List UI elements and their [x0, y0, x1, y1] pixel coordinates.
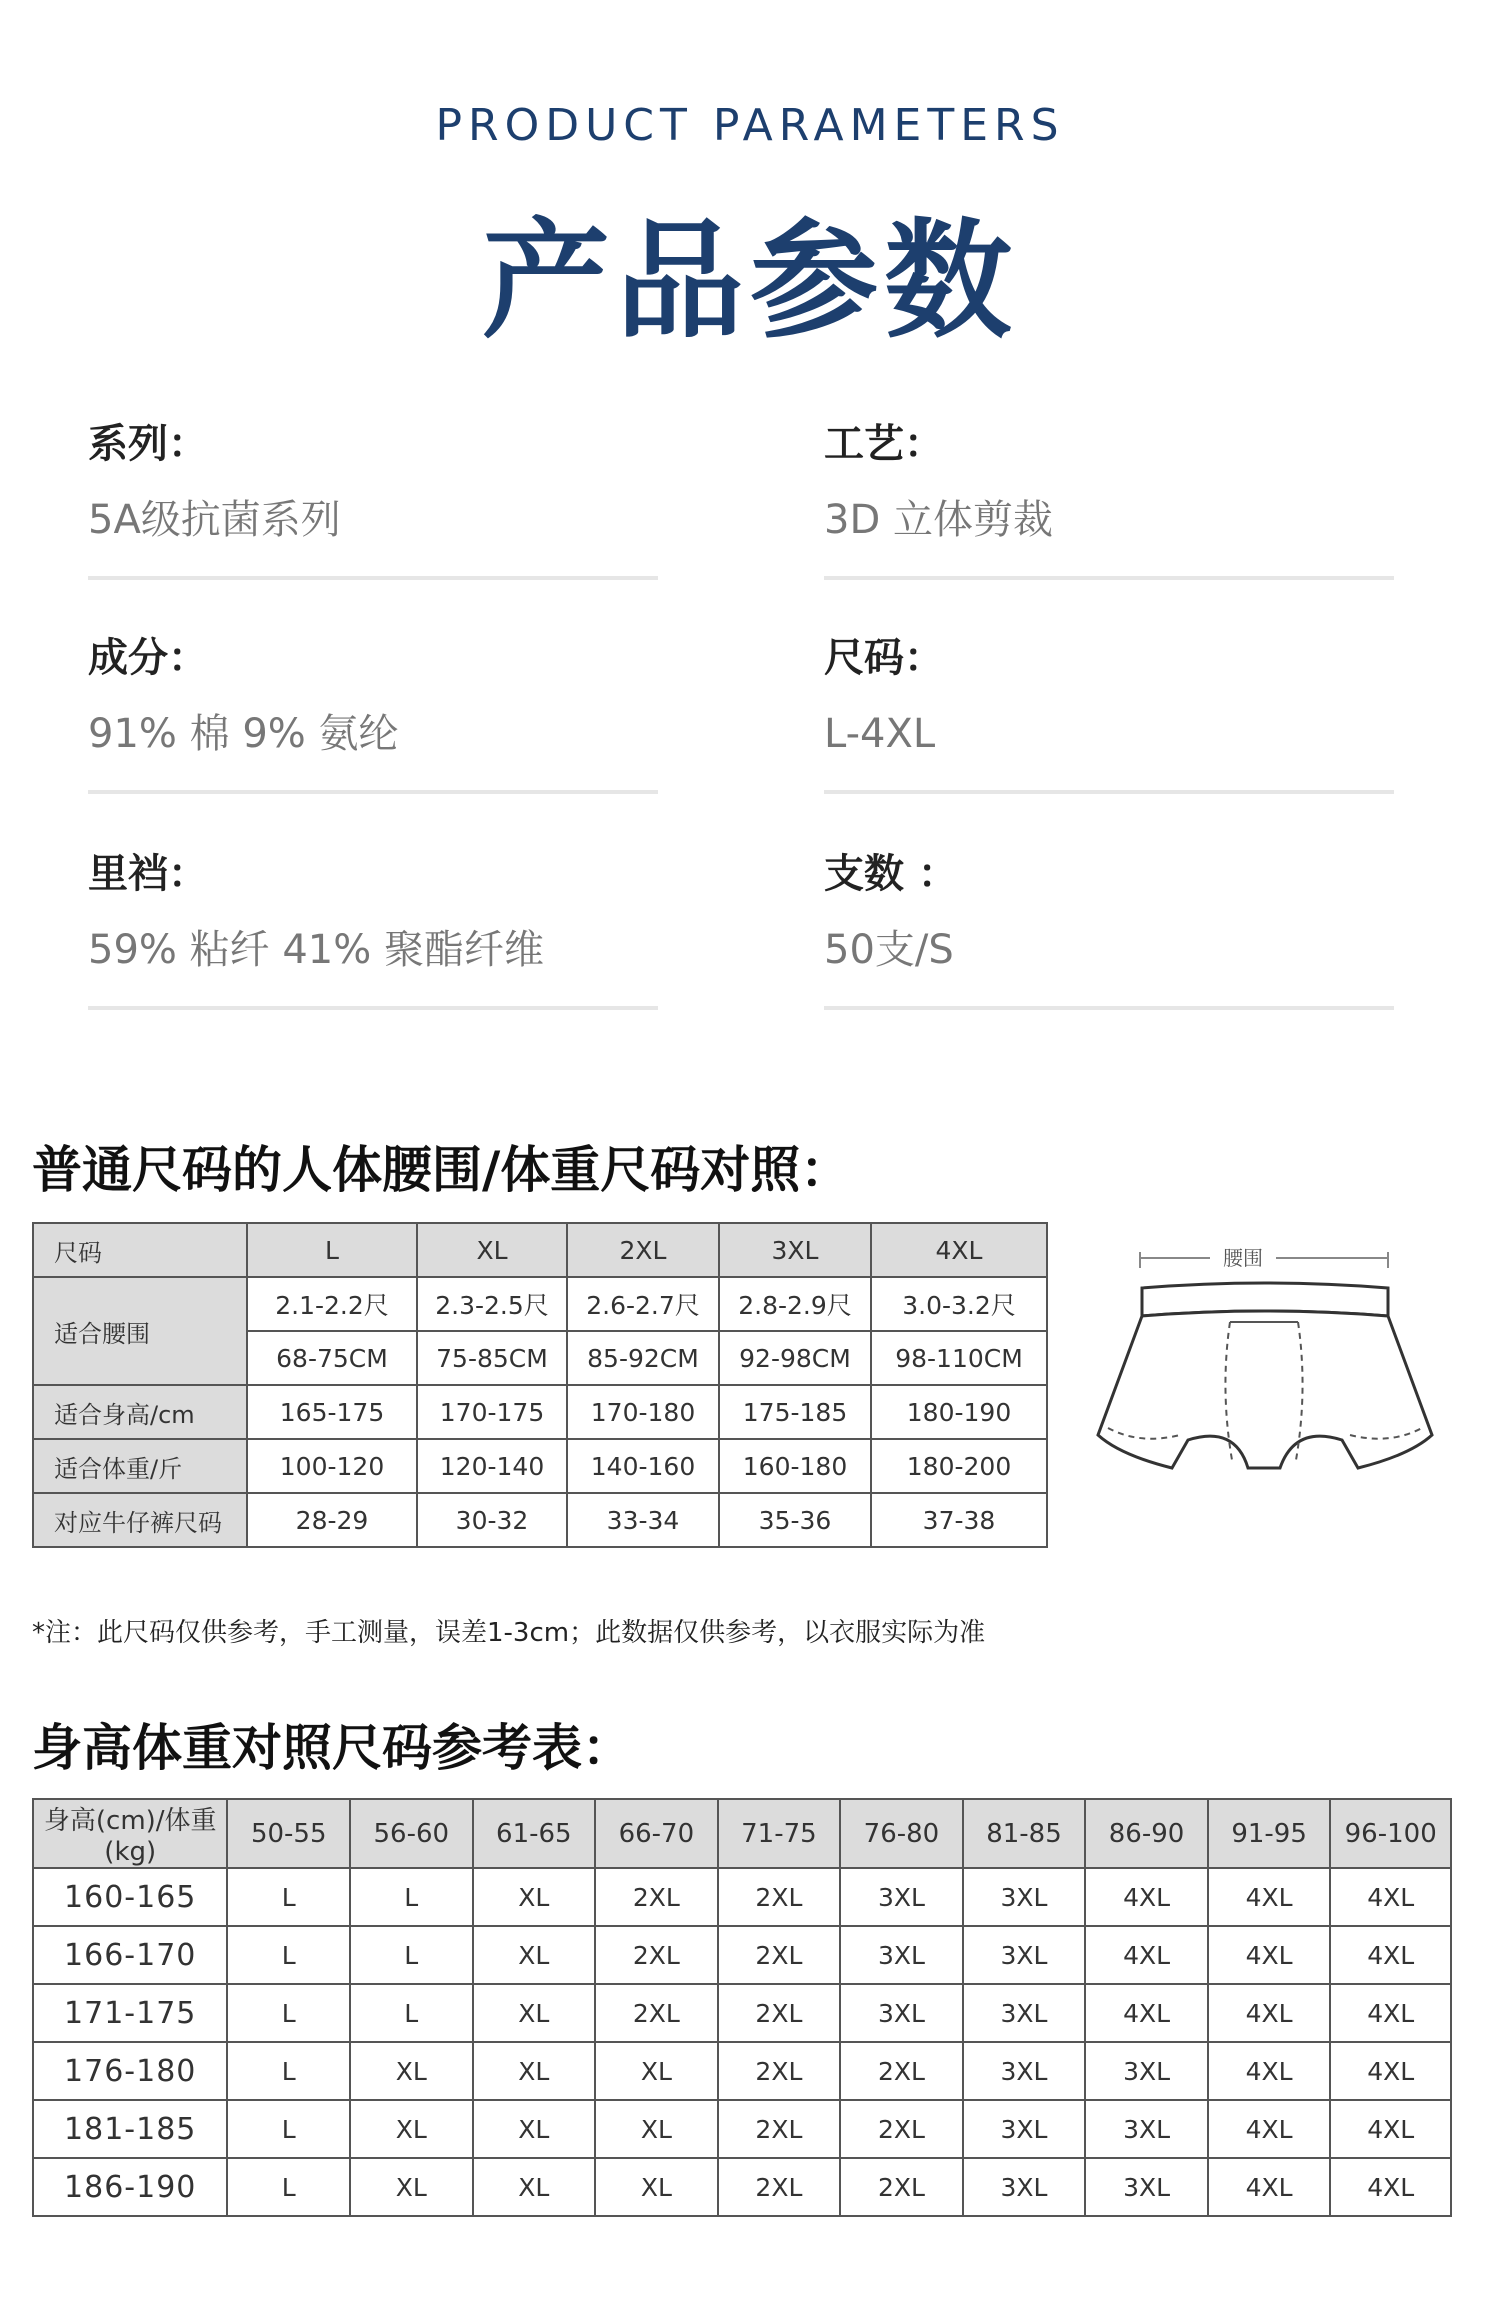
divider: [824, 790, 1394, 794]
size-cell: 4XL: [1085, 1984, 1208, 2042]
table-row: [33, 2100, 1451, 2158]
table-row: [33, 1439, 1047, 1493]
disclaimer-note: *注：此尺码仅供参考，手工测量，误差1-3cm；此数据仅供参考，以衣服实际为准: [32, 1618, 986, 1648]
divider: [824, 1006, 1394, 1010]
table-row: [33, 1926, 1451, 1984]
size-cell: 2XL: [718, 1868, 841, 1926]
param-label: 工艺：: [824, 421, 944, 467]
boxer-shorts-illustration: [1080, 1240, 1450, 1520]
size-cell: XL: [595, 2100, 718, 2158]
table-row: [33, 1868, 1451, 1926]
header-cell: 56-60: [350, 1799, 473, 1868]
size-cell: 3XL: [963, 1868, 1086, 1926]
divider: [88, 576, 658, 580]
header-cell: 2XL: [567, 1223, 719, 1277]
header-cell: 4XL: [871, 1223, 1047, 1277]
height-weight-table: [32, 1798, 1452, 2217]
table-header-row: [33, 1799, 1451, 1868]
size-cell: XL: [595, 2158, 718, 2216]
size-cell: 4XL: [1330, 1926, 1451, 1984]
size-cell: L: [350, 1926, 473, 1984]
row-height-label: 171-175: [33, 1984, 227, 2042]
table-row: [33, 1277, 1047, 1331]
size-cell: 3XL: [963, 2158, 1086, 2216]
param-value: 3D 立体剪裁: [824, 497, 1053, 543]
size-cell: XL: [473, 1926, 596, 1984]
size-cell: 2XL: [595, 1926, 718, 1984]
size-cell: 4XL: [1330, 2042, 1451, 2100]
size-cell: 4XL: [1208, 2100, 1331, 2158]
row-height-label: 160-165: [33, 1868, 227, 1926]
header-cell: 91-95: [1208, 1799, 1331, 1868]
param-label: 里裆：: [88, 851, 208, 897]
table-cell: 160-180: [719, 1439, 871, 1493]
header-cell: 71-75: [718, 1799, 841, 1868]
param-yarn-count: [824, 846, 1394, 978]
table-cell: 2.8-2.9尺: [719, 1277, 871, 1331]
size-cell: 3XL: [1085, 2042, 1208, 2100]
size-cell: 2XL: [840, 2100, 963, 2158]
size-cell: 4XL: [1208, 1926, 1331, 1984]
size-cell: L: [350, 1868, 473, 1926]
header-cell: 尺码: [33, 1223, 247, 1277]
param-composition: [88, 630, 658, 762]
size-cell: 2XL: [595, 1984, 718, 2042]
size-cell: XL: [473, 2042, 596, 2100]
param-label: 支数 ：: [824, 851, 958, 897]
table-cell: 30-32: [417, 1493, 567, 1547]
param-value: 50支/S: [824, 927, 954, 973]
row-height-label: 176-180: [33, 2042, 227, 2100]
table-cell: 35-36: [719, 1493, 871, 1547]
header-cell: 3XL: [719, 1223, 871, 1277]
section-title-height-weight: 身高体重对照尺码参考表：: [32, 1719, 632, 1777]
table-cell: 2.3-2.5尺: [417, 1277, 567, 1331]
table-cell: 170-175: [417, 1385, 567, 1439]
size-cell: 2XL: [595, 1868, 718, 1926]
table-cell: 92-98CM: [719, 1331, 871, 1385]
size-cell: 3XL: [963, 2042, 1086, 2100]
size-cell: XL: [595, 2042, 718, 2100]
table-cell: 180-200: [871, 1439, 1047, 1493]
table-row: [33, 1493, 1047, 1547]
table-cell: 2.6-2.7尺: [567, 1277, 719, 1331]
table-cell: 180-190: [871, 1385, 1047, 1439]
size-cell: XL: [473, 2100, 596, 2158]
size-cell: XL: [473, 2158, 596, 2216]
row-height-label: 181-185: [33, 2100, 227, 2158]
row-label: 适合腰围: [33, 1277, 247, 1385]
table-row: [33, 2042, 1451, 2100]
size-cell: L: [227, 1926, 350, 1984]
height-weight-body: [33, 1868, 1451, 2216]
size-cell: 4XL: [1330, 2100, 1451, 2158]
size-cell: L: [227, 1984, 350, 2042]
table-cell: 120-140: [417, 1439, 567, 1493]
chinese-title: 产品参数: [481, 207, 1018, 356]
header-cell: 96-100: [1330, 1799, 1451, 1868]
param-size: [824, 630, 1394, 762]
table-header-row: [33, 1223, 1047, 1277]
header-cell: XL: [417, 1223, 567, 1277]
row-label: 适合体重/斤: [33, 1439, 247, 1493]
table-cell: 165-175: [247, 1385, 417, 1439]
param-value: 59% 粘纤 41% 聚酯纤维: [88, 927, 544, 973]
size-cell: 2XL: [840, 2158, 963, 2216]
size-cell: 3XL: [963, 2100, 1086, 2158]
size-cell: 4XL: [1330, 2158, 1451, 2216]
waist-size-table: [32, 1222, 1048, 1548]
size-cell: 2XL: [718, 2158, 841, 2216]
header-cell: 86-90: [1085, 1799, 1208, 1868]
size-cell: 2XL: [840, 2042, 963, 2100]
header-corner: 身高(cm)/体重(kg): [33, 1799, 227, 1868]
header-cell: 50-55: [227, 1799, 350, 1868]
waist-label: 腰围: [1223, 1246, 1263, 1270]
row-height-label: 166-170: [33, 1926, 227, 1984]
table-cell: 68-75CM: [247, 1331, 417, 1385]
table-cell: 2.1-2.2尺: [247, 1277, 417, 1331]
size-cell: 4XL: [1208, 2042, 1331, 2100]
row-label: 适合身高/cm: [33, 1385, 247, 1439]
table-cell: 100-120: [247, 1439, 417, 1493]
param-label: 成分：: [88, 635, 208, 681]
param-label: 系列：: [88, 421, 208, 467]
table-cell: 75-85CM: [417, 1331, 567, 1385]
table-cell: 33-34: [567, 1493, 719, 1547]
size-cell: 2XL: [718, 1926, 841, 1984]
divider: [88, 790, 658, 794]
table-cell: 140-160: [567, 1439, 719, 1493]
row-height-label: 186-190: [33, 2158, 227, 2216]
table-cell: 85-92CM: [567, 1331, 719, 1385]
size-cell: 3XL: [963, 1926, 1086, 1984]
header-cell: 66-70: [595, 1799, 718, 1868]
size-cell: 4XL: [1085, 1926, 1208, 1984]
size-cell: 4XL: [1208, 1984, 1331, 2042]
table-row: [33, 1984, 1451, 2042]
divider: [88, 1006, 658, 1010]
header-cell: 76-80: [840, 1799, 963, 1868]
param-craft: [824, 416, 1394, 548]
size-cell: XL: [473, 1868, 596, 1926]
param-value: L-4XL: [824, 711, 936, 757]
header-cell: 81-85: [963, 1799, 1086, 1868]
size-cell: XL: [350, 2158, 473, 2216]
size-cell: XL: [350, 2100, 473, 2158]
size-cell: 3XL: [840, 1926, 963, 1984]
size-cell: 3XL: [840, 1984, 963, 2042]
size-cell: XL: [473, 1984, 596, 2042]
size-cell: L: [227, 2158, 350, 2216]
table-cell: 28-29: [247, 1493, 417, 1547]
param-value: 91% 棉 9% 氨纶: [88, 711, 399, 757]
param-lining: [88, 846, 658, 978]
size-cell: 3XL: [1085, 2158, 1208, 2216]
table-row: [33, 2158, 1451, 2216]
param-label: 尺码：: [824, 635, 944, 681]
header-cell: L: [247, 1223, 417, 1277]
row-label: 对应牛仔裤尺码: [33, 1493, 247, 1547]
section-title-waist: 普通尺码的人体腰围/体重尺码对照：: [32, 1141, 851, 1199]
size-cell: 4XL: [1208, 2158, 1331, 2216]
table-cell: 170-180: [567, 1385, 719, 1439]
size-cell: 2XL: [718, 2042, 841, 2100]
english-title: PRODUCT PARAMETERS: [435, 100, 1065, 151]
size-cell: L: [227, 2100, 350, 2158]
size-cell: 2XL: [718, 1984, 841, 2042]
size-cell: 4XL: [1208, 1868, 1331, 1926]
divider: [824, 576, 1394, 580]
table-cell: 175-185: [719, 1385, 871, 1439]
param-value: 5A级抗菌系列: [88, 497, 341, 543]
size-cell: 3XL: [1085, 2100, 1208, 2158]
size-cell: XL: [350, 2042, 473, 2100]
size-cell: 4XL: [1085, 1868, 1208, 1926]
size-cell: L: [227, 2042, 350, 2100]
size-cell: 4XL: [1330, 1984, 1451, 2042]
size-cell: 3XL: [840, 1868, 963, 1926]
table-cell: 98-110CM: [871, 1331, 1047, 1385]
shorts-body: [1098, 1311, 1432, 1468]
size-cell: 3XL: [963, 1984, 1086, 2042]
size-cell: L: [350, 1984, 473, 2042]
param-series: [88, 416, 658, 548]
size-cell: 4XL: [1330, 1868, 1451, 1926]
table-cell: 37-38: [871, 1493, 1047, 1547]
table-row: [33, 1385, 1047, 1439]
size-cell: L: [227, 1868, 350, 1926]
header-cell: 61-65: [473, 1799, 596, 1868]
table-cell: 3.0-3.2尺: [871, 1277, 1047, 1331]
size-cell: 2XL: [718, 2100, 841, 2158]
